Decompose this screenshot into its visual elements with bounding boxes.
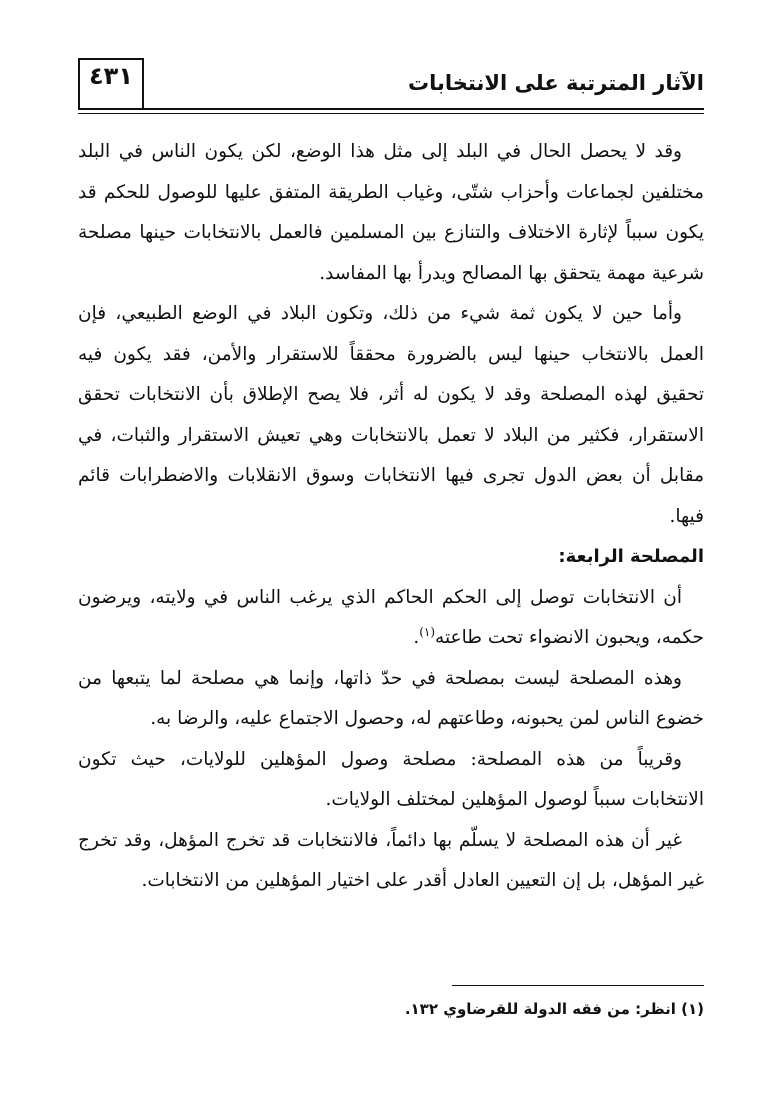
paragraph: وقد لا يحصل الحال في البلد إلى مثل هذا الوضع، لكن يكون الناس في البلد مختلفين لجماعات وأحزاب شتّى، وغياب الطريقة المتفق عليها للوصول للحكم قد يكون سبباً لإثارة الاختلاف والتنازع بين المسلمين فالعمل بالانتخابات حينها مصلحة شرعية مهمة يتحقق بها المصالح ويدرأ بها المفاسد.	[78, 141, 704, 284]
body-text	[78, 132, 704, 902]
paragraph: وأما حين لا يكون ثمة شيء من ذلك، وتكون البلاد في الوضع الطبيعي، فإن العمل بالانتخاب حينها ليس بالضرورة محققاً للاستقرار والأمن، فقد يكون فيه تحقيق لهذه المصلحة وقد لا يكون له أثر، فلا يصح الإطلاق بأن الانتخابات تحقق الاستقرار، فكثير من البلاد لا تعمل بالانتخابات وهي تعيش الاستقرار والثبات، في مقابل أن بعض الدول تجرى فيها الانتخابات وسوق الانقلابات والاضطرابات قائم فيها.	[78, 303, 704, 527]
footnote-rule	[452, 985, 704, 986]
paragraph: غير أن هذه المصلحة لا يسلّم بها دائماً، فالانتخابات قد تخرج المؤهل، وقد تخرج غير المؤهل، بل إن التعيين العادل أقدر على اختيار المؤهلين من الانتخابات.	[78, 829, 704, 891]
paragraph: وقريباً من هذه المصلحة: مصلحة وصول المؤهلين للولايات، حيث تكون الانتخابات سبباً لوصول المؤهلين لمختلف الولايات.	[78, 748, 704, 810]
footnote: (١) انظر: من فقه الدولة للقرضاوي ١٣٢.	[404, 1000, 704, 1018]
paragraph-end: .	[413, 627, 420, 648]
page-header	[78, 58, 704, 116]
section-heading: المصلحة الرابعة:	[558, 546, 704, 567]
page-number: ٤٣١	[89, 62, 133, 90]
paragraph	[78, 578, 704, 659]
running-title: الآثار المترتبة على الانتخابات	[408, 71, 704, 95]
header-rule	[78, 108, 704, 110]
footnote-reference[interactable]: (١)	[419, 624, 436, 639]
header-rule-thin	[78, 113, 704, 114]
paragraph: وهذه المصلحة ليست بمصلحة في حدّ ذاتها، وإنما هي مصلحة لما يتبعها من خضوع الناس لمن يحبونه، وطاعتهم له، وحصول الاجتماع عليه، والرضا به.	[78, 667, 704, 729]
paragraph-text: أن الانتخابات توصل إلى الحكم الحاكم الذي يرغب الناس في ولايته، ويرضون حكمه، ويحبون الانضواء تحت طاعته	[78, 586, 704, 648]
